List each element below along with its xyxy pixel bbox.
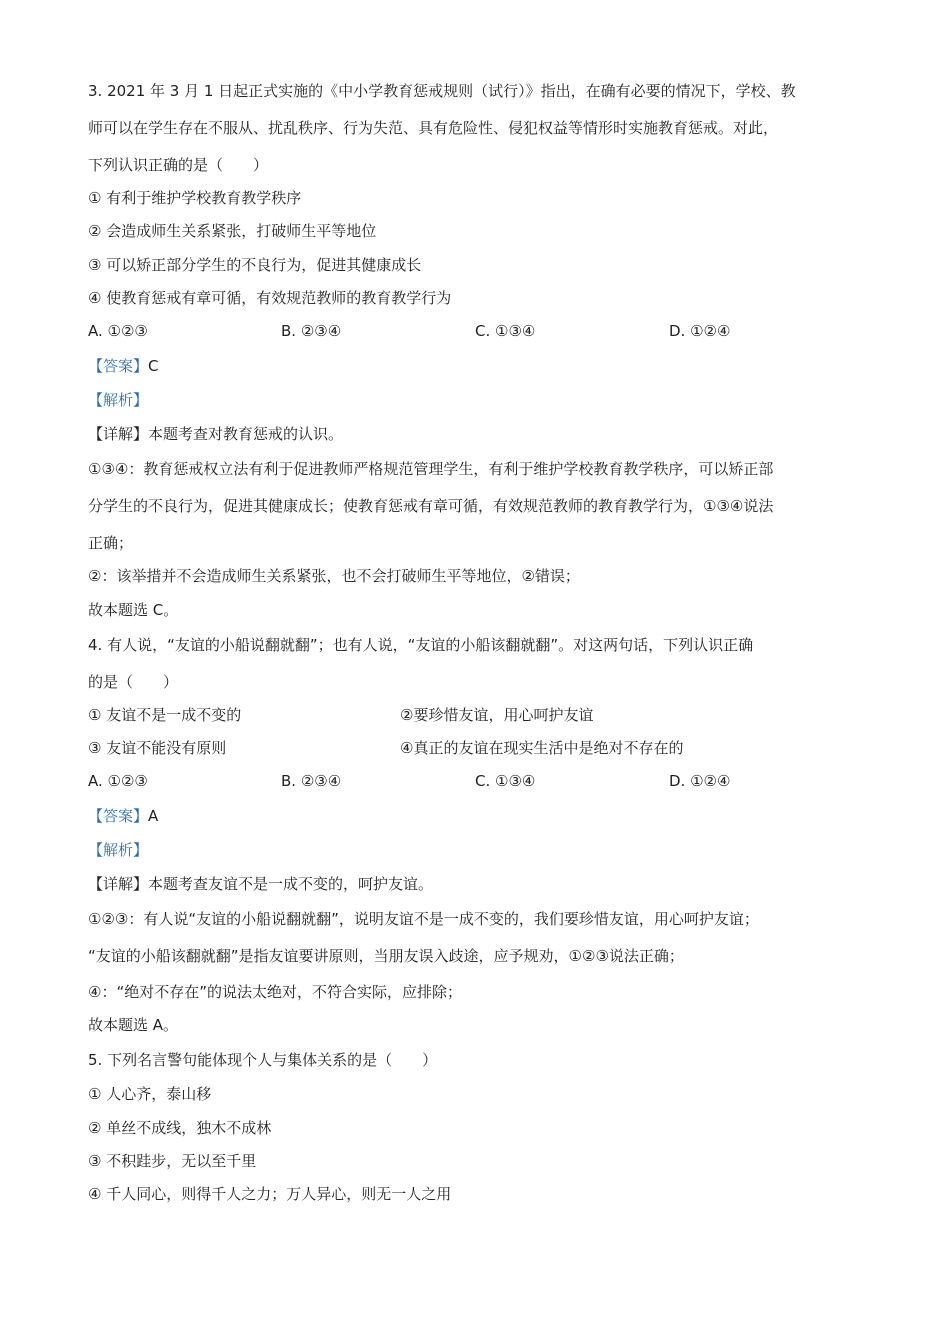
answer-value: C — [148, 357, 159, 375]
q4-analysis-tag — [88, 840, 148, 860]
q5-statement-3: ③ 不积跬步，无以至千里 — [88, 1152, 257, 1170]
q3-stem-line-2: 师可以在学生存在不服从、扰乱秩序、行为失范、具有危险性、侵犯权益等情形时实施教育惩戒。对此， — [88, 119, 779, 137]
q4-option-a: A. ①②③ — [88, 772, 148, 790]
detail-text: 本题考查对教育惩戒的认识。 — [148, 425, 344, 443]
q4-explanation-1: ①②③：有人说“友谊的小船说翻就翻”，说明友谊不是一成不变的，我们要珍惜友谊，用心呵护友谊； — [88, 910, 759, 928]
analysis-tag: 【解析】 — [88, 391, 149, 409]
q3-option-c: C. ①③④ — [475, 322, 536, 340]
q3-stem-line-3: 下列认识正确的是（ ） — [88, 156, 269, 174]
q3-explanation-2: 分学生的不良行为，促进其健康成长；使教育惩戒有章可循，有效规范教师的教育教学行为，①③④说法 — [88, 497, 774, 515]
q3-answer — [88, 356, 159, 376]
answer-value: A — [148, 807, 159, 825]
q4-answer — [88, 806, 158, 826]
q3-detail — [88, 424, 343, 444]
detail-tag: 【详解】 — [88, 425, 149, 443]
q3-explanation-4: ②：该举措并不会造成师生关系紧张，也不会打破师生平等地位，②错误； — [88, 567, 580, 585]
detail-text: 本题考查友谊不是一成不变的，呵护友谊。 — [148, 875, 434, 893]
q5-statement-2: ② 单丝不成线，独木不成林 — [88, 1119, 272, 1137]
q4-stem-line-2: 的是（ ） — [88, 673, 179, 691]
q5-statement-1: ① 人心齐，泰山移 — [88, 1085, 212, 1103]
q4-explanation-2: “友谊的小船该翻就翻”是指友谊要讲原则，当朋友误入歧途，应予规劝，①②③说法正确； — [88, 947, 684, 965]
q3-statement-3: ③ 可以矫正部分学生的不良行为，促进其健康成长 — [88, 256, 422, 274]
q5-stem: 5. 下列名言警句能体现个人与集体关系的是（ ） — [88, 1051, 438, 1069]
q3-option-a: A. ①②③ — [88, 322, 148, 340]
analysis-tag: 【解析】 — [88, 841, 149, 859]
q3-explanation-3: 正确； — [88, 534, 134, 552]
q4-detail — [88, 874, 433, 894]
detail-tag: 【详解】 — [88, 875, 149, 893]
answer-tag: 【答案】 — [88, 807, 149, 825]
q3-option-d: D. ①②④ — [669, 322, 731, 340]
q3-statement-4: ④ 使教育惩戒有章可循，有效规范教师的教育教学行为 — [88, 289, 452, 307]
q4-stem-line-1: 4. 有人说，“友谊的小船说翻就翻”；也有人说，“友谊的小船该翻就翻”。对这两句话，下列认识正确 — [88, 636, 754, 654]
q3-stem-line-1: 3. 2021 年 3 月 1 日起正式实施的《中小学教育惩戒规则（试行）》指出，在确有必要的情况下，学校、教 — [88, 82, 796, 100]
q3-explanation-1: ①③④：教育惩戒权立法有利于促进教师严格规范管理学生，有利于维护学校教育教学秩序，可以矫正部 — [88, 460, 774, 478]
q3-statement-1: ① 有利于维护学校教育教学秩序 — [88, 189, 302, 207]
q4-statement-4: ④真正的友谊在现实生活中是绝对不存在的 — [400, 739, 684, 757]
q4-option-b: B. ②③④ — [281, 772, 342, 790]
q4-explanation-3: ④：“绝对不存在”的说法太绝对，不符合实际，应排除； — [88, 983, 462, 1001]
q4-statement-2: ②要珍惜友谊，用心呵护友谊 — [400, 706, 594, 724]
q3-conclusion: 故本题选 C。 — [88, 601, 179, 619]
q4-option-c: C. ①③④ — [475, 772, 536, 790]
q5-statement-4: ④ 千人同心，则得千人之力；万人异心，则无一人之用 — [88, 1185, 452, 1203]
q4-statement-3: ③ 友谊不能没有原则 — [88, 739, 227, 757]
q3-option-b: B. ②③④ — [281, 322, 342, 340]
q4-statement-1: ① 友谊不是一成不变的 — [88, 706, 242, 724]
answer-tag: 【答案】 — [88, 357, 149, 375]
q3-statement-2: ② 会造成师生关系紧张，打破师生平等地位 — [88, 222, 377, 240]
q4-option-d: D. ①②④ — [669, 772, 731, 790]
q3-analysis-tag — [88, 390, 148, 410]
q4-conclusion: 故本题选 A。 — [88, 1016, 179, 1034]
